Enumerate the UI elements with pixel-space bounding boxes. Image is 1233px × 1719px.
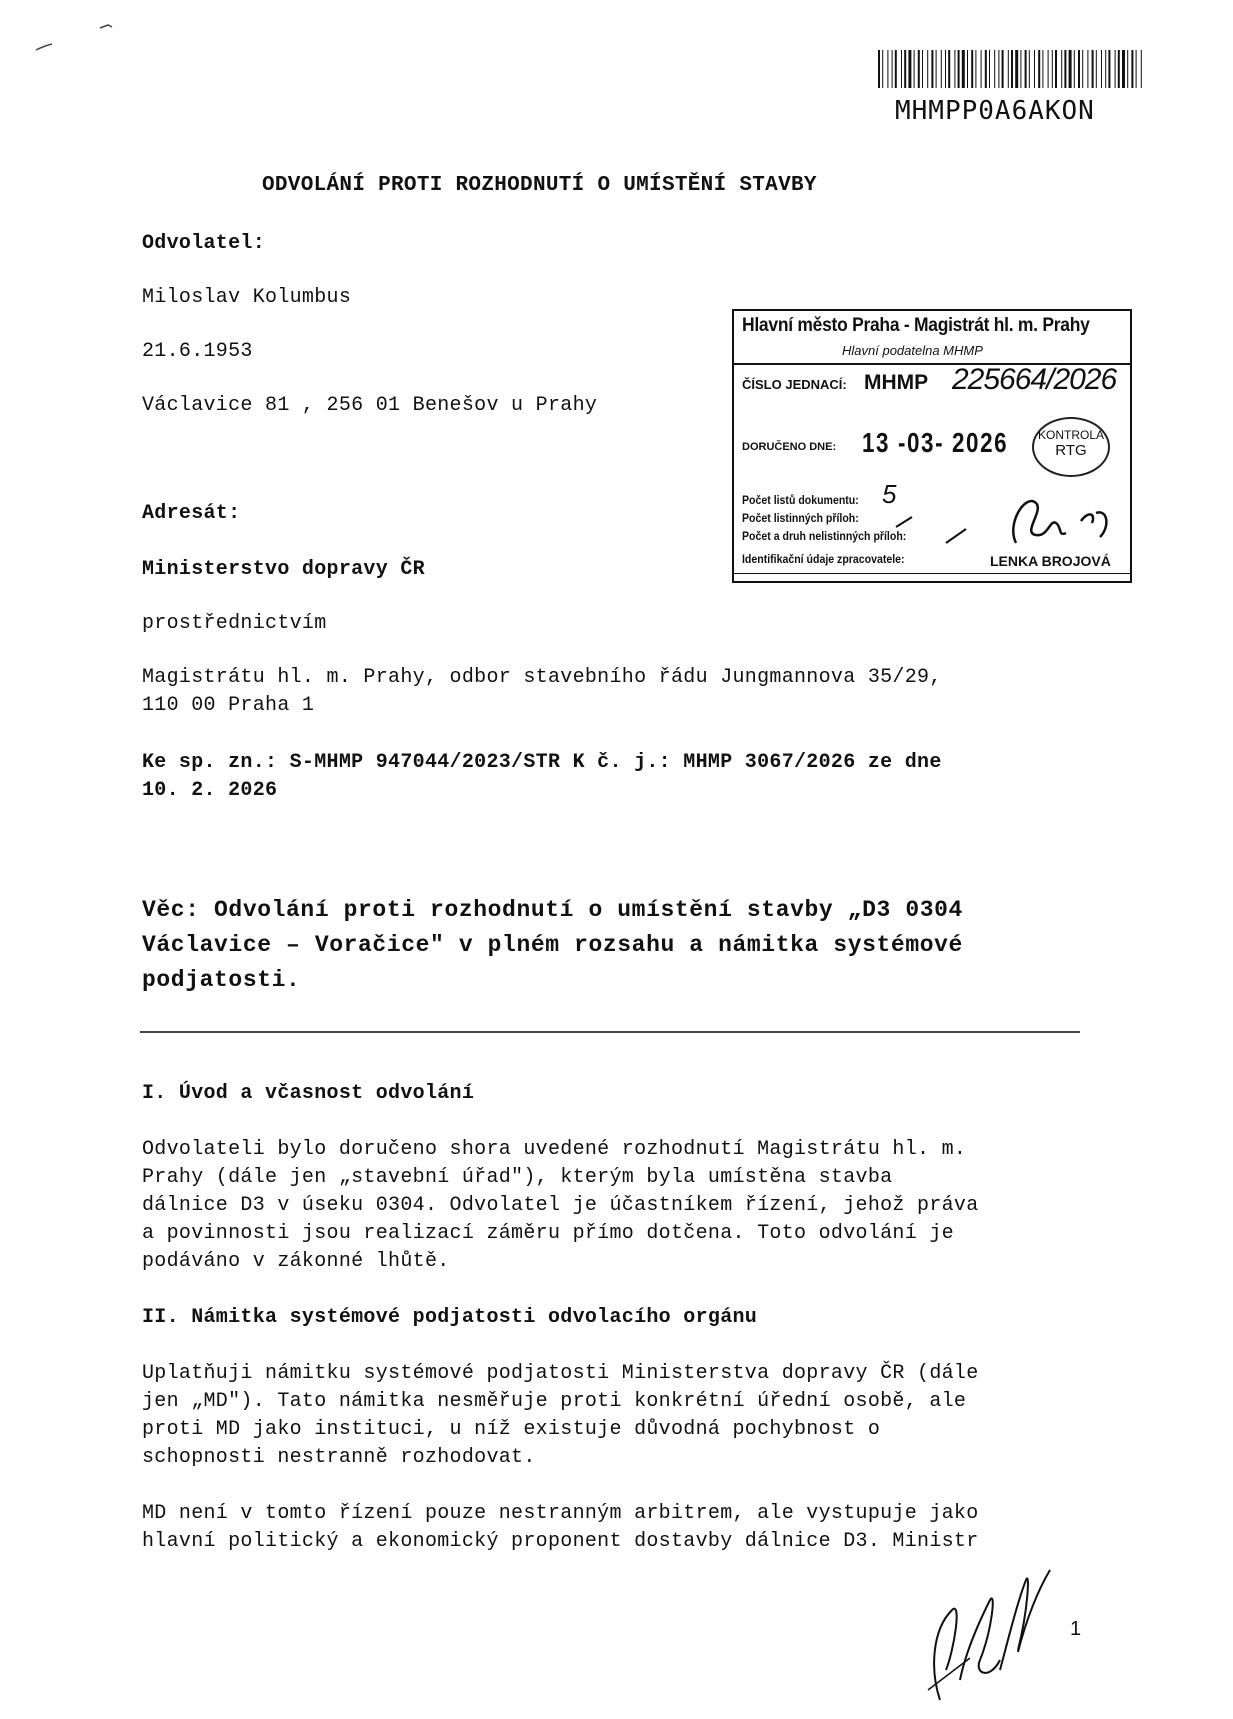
- barcode-bar: [1074, 50, 1075, 88]
- addressee-office-line2: 110 00 Praha 1: [142, 694, 315, 717]
- barcode-image: [878, 50, 1146, 88]
- barcode-bar: [1038, 50, 1040, 88]
- barcode-bar: [1136, 50, 1137, 88]
- barcode-bar: [918, 50, 920, 88]
- section-2-line: Uplatňuji námitku systémové podjatosti Ministerstva dopravy ČR (dále: [142, 1362, 979, 1385]
- section-2-line: schopnosti nestranně rozhodovat.: [142, 1446, 536, 1469]
- barcode-bar: [989, 50, 990, 88]
- reference-line2: 10. 2. 2026: [142, 779, 278, 802]
- barcode-bar: [901, 50, 902, 88]
- barcode-bar: [967, 50, 968, 88]
- stamp-doc-sheets-label: Počet listů dokumentu:: [742, 493, 859, 507]
- barcode-bar: [1011, 50, 1013, 88]
- barcode-bar: [1131, 50, 1133, 88]
- appellant-address: Václavice 81 , 256 01 Benešov u Prahy: [142, 394, 598, 417]
- stamp-subheader: Hlavní podatelna MHMP: [842, 343, 983, 358]
- barcode-bar: [1015, 50, 1018, 88]
- barcode-bar: [1078, 50, 1080, 88]
- section-2-line: jen „MD"). Tato námitka nesměřuje proti konkrétní úřední osobě, ale: [142, 1390, 967, 1413]
- barcode-bar: [914, 50, 915, 88]
- barcode-bar: [1108, 50, 1110, 88]
- barcode-bar: [981, 50, 982, 88]
- barcode-bar: [936, 50, 937, 88]
- section-1-line: a povinnosti jsou realizací záměru přímo dotčena. Toto odvolání je: [142, 1222, 954, 1245]
- barcode-bar: [1101, 50, 1102, 88]
- appellant-label: Odvolatel:: [142, 232, 266, 255]
- stamp-doc-sheets-value: 5: [882, 479, 897, 509]
- barcode-bar: [892, 50, 893, 88]
- stray-mark: [30, 14, 120, 54]
- barcode-bar: [1064, 50, 1066, 88]
- stamp-processor-name: LENKA BROJOVÁ: [990, 553, 1111, 569]
- barcode-bar: [1087, 50, 1088, 88]
- stamp-check-line2: RTG: [1055, 442, 1087, 459]
- barcode-bar: [985, 50, 987, 88]
- addressee-label: Adresát:: [142, 502, 241, 525]
- section-1-line: dálnice D3 v úseku 0304. Odvolatel je účastníkem řízení, jehož práva: [142, 1194, 979, 1217]
- barcode-bar: [1105, 50, 1106, 88]
- addressee-office-line1: Magistrátu hl. m. Prahy, odbor stavebního řádu Jungmannova 35/29,: [142, 666, 942, 689]
- barcode-bar: [1020, 50, 1021, 88]
- barcode-bar: [975, 50, 976, 88]
- barcode-bar: [941, 50, 942, 88]
- section-2-line: proti MD jako instituci, u níž existuje důvodná pochybnost o: [142, 1418, 881, 1441]
- section-1-line: podáváno v zákonné lhůtě.: [142, 1250, 450, 1273]
- signature: [900, 1540, 1060, 1710]
- stamp-reference-handwritten: 225664/2026: [952, 363, 1117, 396]
- page-number: 1: [1070, 1618, 1082, 1640]
- section-2-line: MD není v tomto řízení pouze nestranným arbitrem, ale vystupuje jako: [142, 1502, 979, 1525]
- barcode-bar: [958, 50, 960, 88]
- stamp-dash-mark: [894, 515, 914, 529]
- barcode-bar: [1034, 50, 1035, 88]
- barcode-bar: [1025, 50, 1027, 88]
- barcode-bar: [1069, 50, 1072, 88]
- stamp-nonpaper-attachments-label: Počet a druh nelistinných příloh:: [742, 529, 907, 543]
- barcode-bar: [887, 50, 888, 88]
- section-1-line: Odvolateli bylo doručeno shora uvedené rozhodnutí Magistrátu hl. m.: [142, 1138, 967, 1161]
- barcode-bar: [998, 50, 999, 88]
- barcode-bar: [971, 50, 973, 88]
- barcode-number: MHMPP0A6AKON: [895, 96, 1095, 126]
- barcode-bar: [954, 50, 955, 88]
- stamp-check-seal: [1032, 417, 1110, 477]
- reference-line1: Ke sp. zn.: S-MHMP 947044/2023/STR K č. j.: MHMP 3067/2026 ze dne: [142, 751, 942, 774]
- barcode-bar: [882, 50, 883, 88]
- stamp-dash-mark: [944, 527, 968, 545]
- barcode-bar: [948, 50, 950, 88]
- barcode-bar: [1061, 50, 1062, 88]
- barcode-bar: [1055, 50, 1057, 88]
- stamp-reference-label: ČÍSLO JEDNACÍ:: [742, 377, 847, 392]
- barcode-bar: [1052, 50, 1053, 88]
- document-title: ODVOLÁNÍ PROTI ROZHODNUTÍ O UMÍSTĚNÍ STAVBY: [262, 174, 817, 197]
- barcode-bar: [931, 50, 933, 88]
- addressee-name: Ministerstvo dopravy ČR: [142, 558, 425, 581]
- barcode-bar: [994, 50, 995, 88]
- appellant-birth-date: 21.6.1953: [142, 340, 253, 363]
- barcode-bar: [945, 50, 946, 88]
- barcode-bar: [895, 50, 897, 88]
- stamp-header: Hlavní město Praha - Magistrát hl. m. Prahy: [742, 315, 1090, 336]
- barcode-bar: [1122, 50, 1125, 88]
- barcode-bar: [1008, 50, 1009, 88]
- stamp-processor-label: Identifikační údaje zpracovatele:: [742, 552, 905, 566]
- barcode-bar: [1141, 50, 1142, 88]
- barcode-bar: [1127, 50, 1128, 88]
- barcode-bar: [908, 50, 911, 88]
- stamp-bottom-divider: [734, 573, 1130, 574]
- stamp-initials-signature: [996, 483, 1116, 553]
- subject-line3: podjatosti.: [142, 967, 301, 993]
- registry-stamp: [732, 309, 1132, 583]
- stamp-check-line1: KONTROLA: [1037, 428, 1104, 442]
- stamp-received-label: DORUČENO DNE:: [742, 441, 837, 453]
- appellant-name: Miloslav Kolumbus: [142, 286, 352, 309]
- barcode-bar: [878, 50, 880, 88]
- barcode-bar: [1042, 50, 1043, 88]
- stamp-received-date: 13 -03- 2026: [862, 427, 1009, 458]
- barcode-bar: [1092, 50, 1094, 88]
- barcode-bar: [1048, 50, 1049, 88]
- section-2-line: hlavní politický a ekonomický proponent dostavby dálnice D3. Ministr: [142, 1530, 979, 1553]
- barcode-bar: [904, 50, 906, 88]
- section-1-line: Prahy (dále jen „stavební úřad"), kterým byla umístěna stavba: [142, 1166, 893, 1189]
- stamp-paper-attachments-label: Počet listinných příloh:: [742, 511, 859, 525]
- barcode-bar: [1118, 50, 1120, 88]
- addressee-via: prostřednictvím: [142, 612, 327, 635]
- barcode-bar: [927, 50, 928, 88]
- barcode-bar: [1115, 50, 1116, 88]
- horizontal-divider: [140, 1031, 1080, 1033]
- barcode-bar: [922, 50, 923, 88]
- barcode-bar: [1029, 50, 1030, 88]
- stamp-reference-value: MHMP: [864, 371, 929, 394]
- barcode-bar: [1096, 50, 1097, 88]
- subject-line2: Václavice – Voračice" v plném rozsahu a námitka systémové: [142, 932, 963, 958]
- barcode-bar: [962, 50, 965, 88]
- section-1-heading: I. Úvod a včasnost odvolání: [142, 1082, 475, 1105]
- section-2-heading: II. Námitka systémové podjatosti odvolacího orgánu: [142, 1306, 758, 1329]
- barcode-bar: [1082, 50, 1083, 88]
- subject-line1: Věc: Odvolání proti rozhodnutí o umístění stavby „D3 0304: [142, 897, 963, 923]
- barcode-bar: [1002, 50, 1004, 88]
